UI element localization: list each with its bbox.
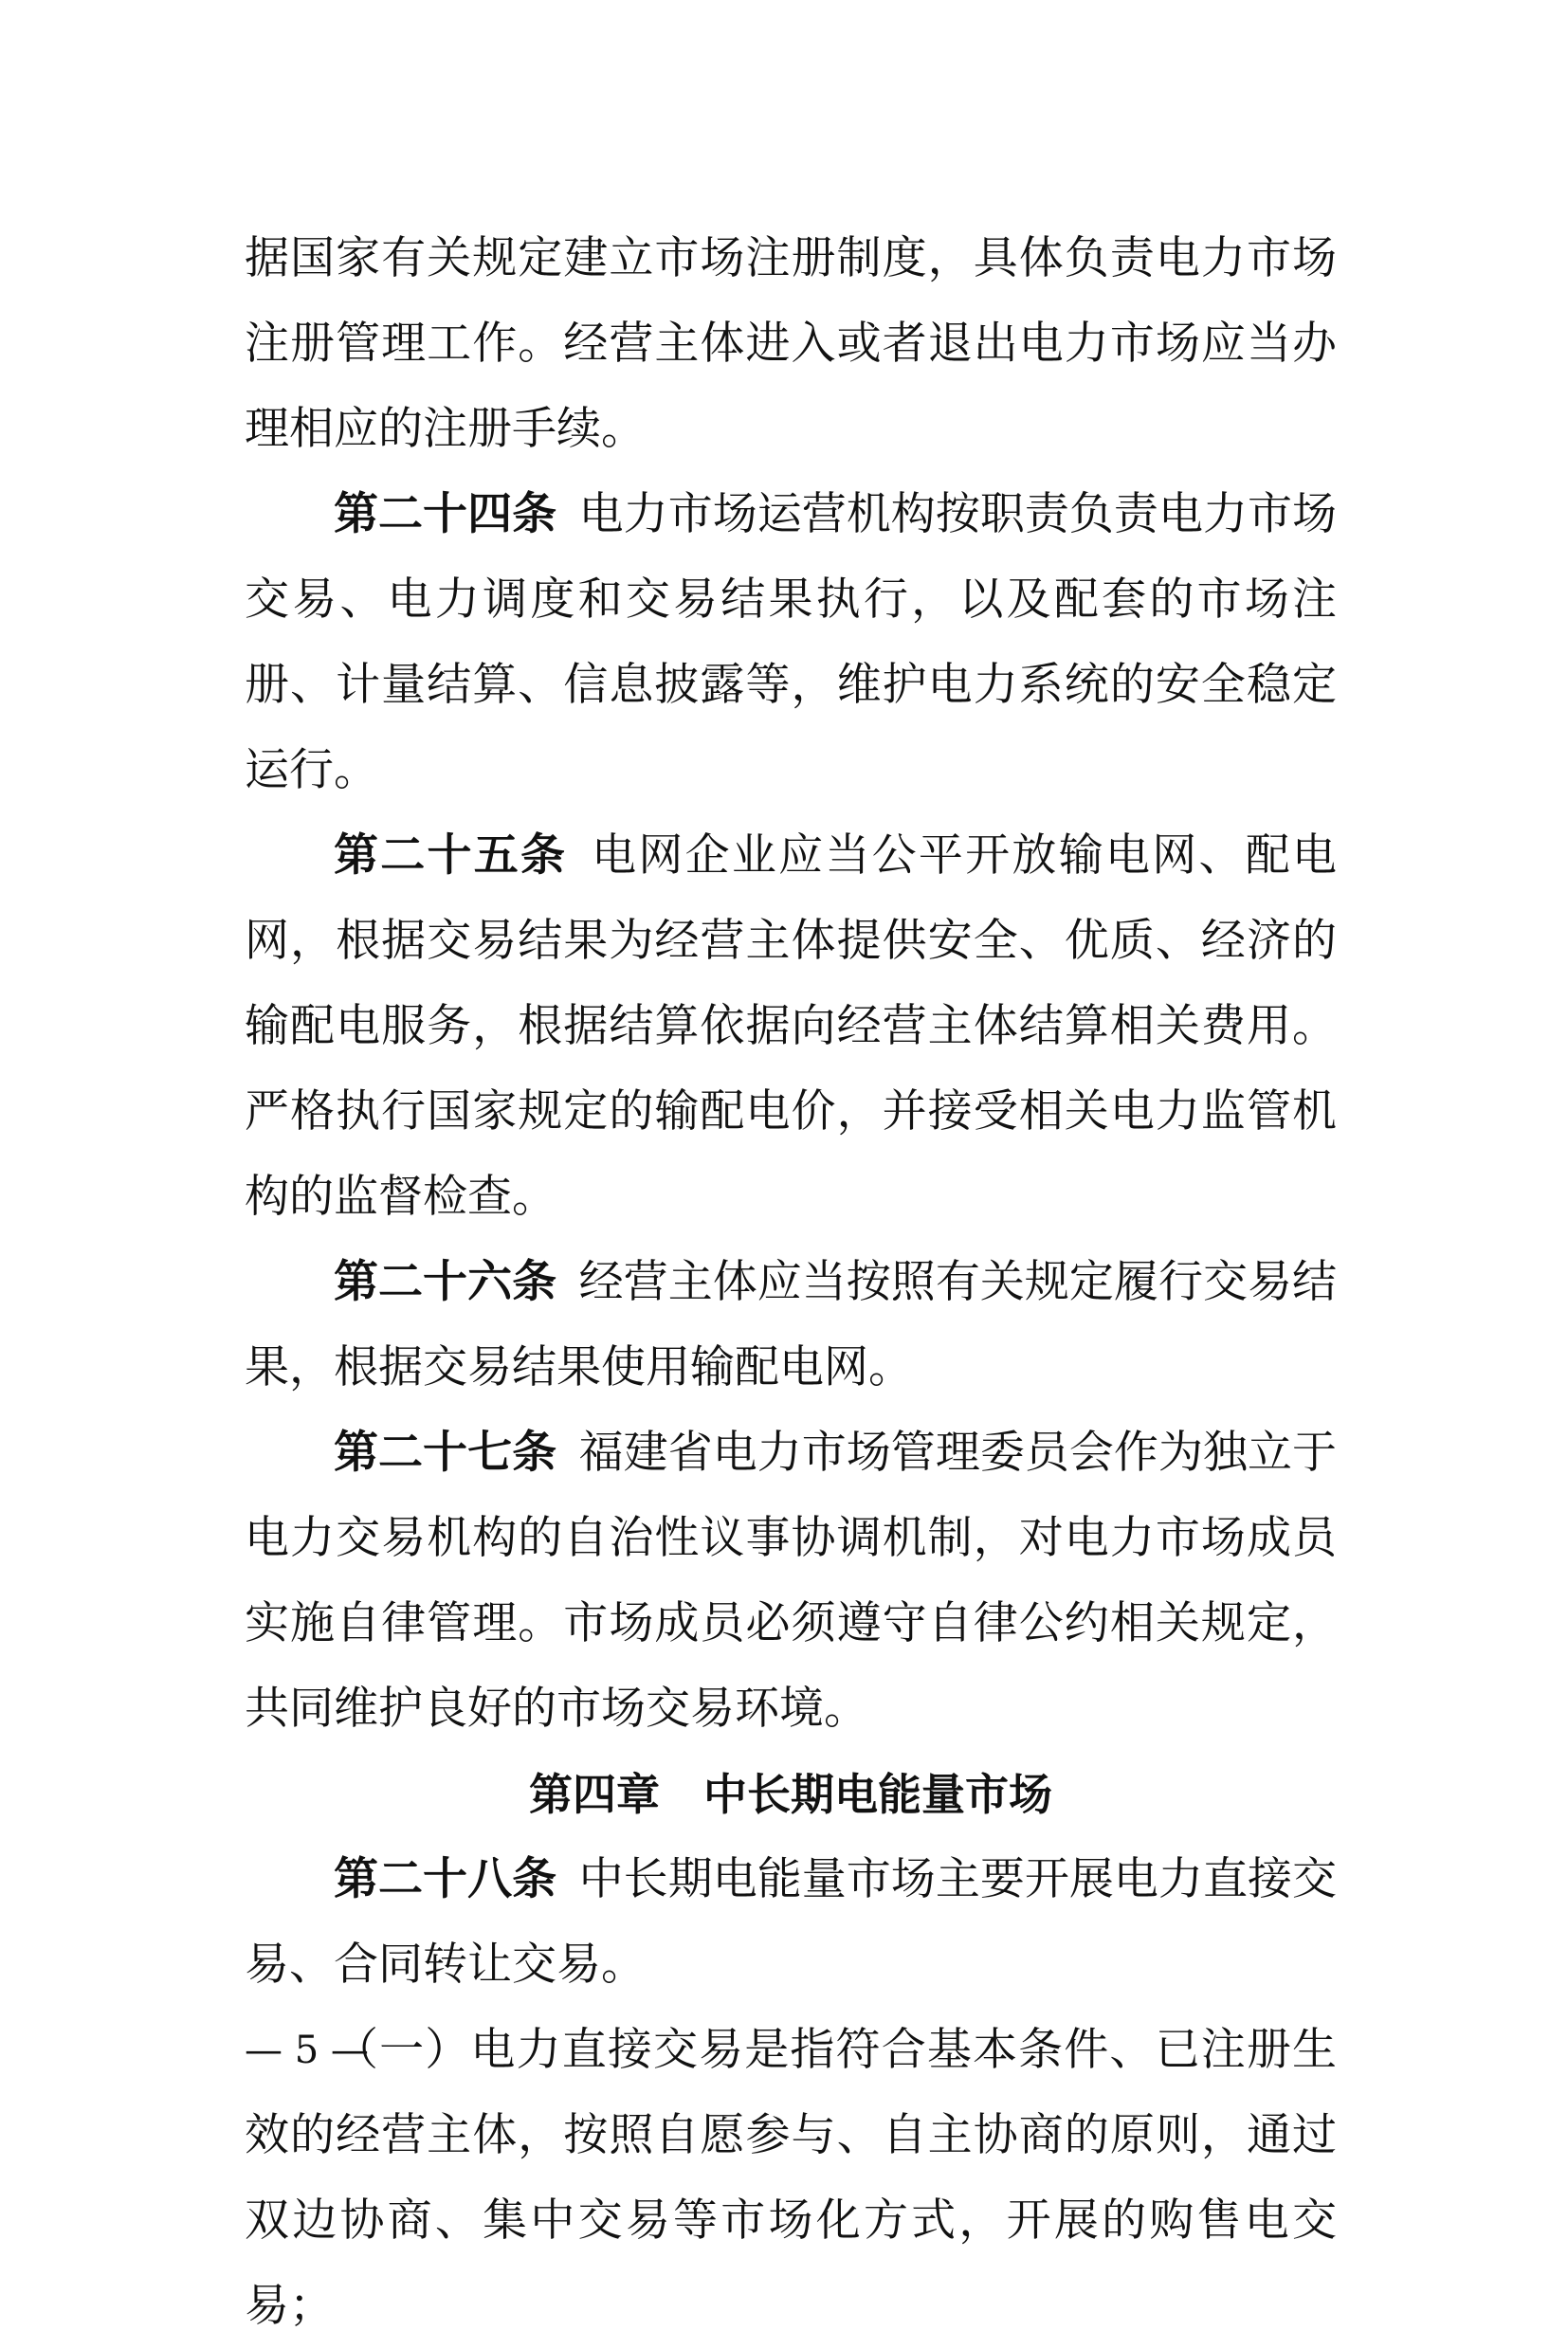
page-number: — 5 — — [245, 2029, 369, 2072]
paragraph-continuation — [245, 216, 1337, 472]
article-label: 第二十七条 — [334, 1427, 557, 1479]
article-text: 电力市场运营机构按职责负责电力市场交易、电力调度和交易结果执行，以及配套的市场注册、计量结算、信息披露等，维护电力系统的安全稳定运行。 — [245, 488, 1338, 796]
article-text: 经营主体应当按照有关规定履行交易结果，根据交易结果使用输配电网。 — [245, 1256, 1338, 1393]
article-label: 第二十八条 — [334, 1853, 557, 1905]
article-26 — [245, 1240, 1337, 1411]
article-text: 福建省电力市场管理委员会作为独立于电力交易机构的自治性议事协调机制，对电力市场成员实施自律管理。市场成员必须遵守自律公约相关规定，共同维护良好的市场交易环境。 — [245, 1427, 1338, 1735]
article-label: 第二十四条 — [334, 488, 557, 540]
article-text: 中长期电能量市场主要开展电力直接交易、合同转让交易。 — [245, 1853, 1338, 1991]
chapter-heading: 第四章 中长期电能量市场 — [529, 1769, 1052, 1820]
clause-text: （一）电力直接交易是指符合基本条件、已注册生效的经营主体，按照自愿参与、自主协商的原则，通过双边协商、集中交易等市场化方式，开展的购售电交易； — [245, 2024, 1337, 2332]
article-28 — [245, 1837, 1337, 2008]
paragraph-text: 据国家有关规定建立市场注册制度，具体负责电力市场注册管理工作。经营主体进入或者退出电力市场应当办理相应的注册手续。 — [245, 232, 1337, 455]
article-text: 电网企业应当公平开放输电网、配电网，根据交易结果为经营主体提供安全、优质、经济的输配电服务，根据结算依据向经营主体结算相关费用。严格执行国家规定的输配电价，并接受相关电力监管机构的监督检查。 — [245, 829, 1338, 1223]
article-24 — [245, 472, 1337, 813]
article-25 — [245, 813, 1337, 1240]
article-27 — [245, 1411, 1337, 1752]
document-body — [245, 216, 1337, 2349]
article-label: 第二十六条 — [334, 1256, 557, 1308]
clause-1 — [245, 2008, 1337, 2349]
article-label: 第二十五条 — [334, 829, 568, 882]
